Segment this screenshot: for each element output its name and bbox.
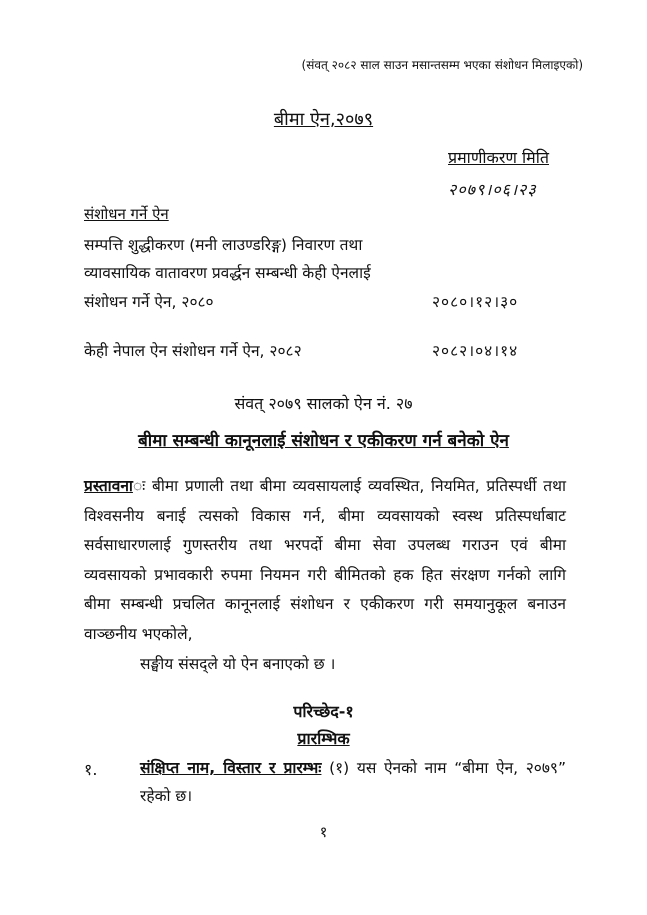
amendment-1-line-2: व्यावसायिक वातावरण प्रवर्द्धन सम्बन्धी केही ऐनलाई	[84, 264, 371, 282]
revision-note: (संवत् २०८२ साल साउन मसान्तसम्म भएका संशोधन मिलाइएको)	[301, 58, 583, 72]
amendment-1-date: २०८०।१२।३०	[432, 293, 519, 311]
amendments-label: संशोधन गर्ने ऐन	[84, 205, 169, 223]
act-number: संवत् २०७९ सालको ऐन नं. २७	[234, 394, 413, 413]
amendment-2-date: २०८२।०४।१४	[432, 342, 519, 360]
page-number: १	[319, 823, 328, 841]
section-text: (१) यस ऐनको नाम “बीमा ऐन, २०७९” रहेको छ।	[140, 759, 566, 805]
amendment-2-line-1: केही नेपाल ऐन संशोधन गर्ने ऐन, २०८२	[84, 342, 302, 360]
enactment-clause: सङ्घीय संसद्ले यो ऐन बनाएको छ ।	[140, 655, 336, 673]
authentication-label: प्रमाणीकरण मिति	[448, 148, 549, 167]
preamble-paragraph	[84, 472, 566, 649]
section-heading: संक्षिप्त नाम, विस्तार र प्रारम्भः	[140, 759, 322, 777]
amendment-1-line-3: संशोधन गर्ने ऐन, २०८०	[84, 293, 214, 311]
section-number: १.	[84, 760, 98, 779]
section-body	[140, 754, 566, 810]
document-title: बीमा ऐन,२०७९	[273, 109, 374, 130]
chapter-title: प्रारम्भिक	[297, 729, 350, 748]
preamble-keyword: प्रस्तावना	[84, 477, 133, 495]
act-title: बीमा सम्बन्धी कानूनलाई संशोधन र एकीकरण गर्न बनेको ऐन	[138, 431, 509, 451]
amendment-1-line-1: सम्पत्ति शुद्धीकरण (मनी लाउण्डरिङ्ग) निवारण तथा	[84, 236, 363, 254]
preamble-text: ः बीमा प्रणाली तथा बीमा व्यवसायलाई व्यवस्थित, नियमित, प्रतिस्पर्धी तथा विश्वसनीय बनाई त्यसको विकास गर्न, बीमा व्यवसायको स्वस्थ प्रतिस्पर्धाबाट सर्वसाधारणलाई गुणस्तरीय तथा भरपर्दो बीमा सेवा उपलब्ध गराउन एवं बीमा व्यवसायको प्रभावकारी रुपमा नियमन गरी बीमितको हक हित संरक्षण गर्नको लागि बीमा सम्बन्धी प्रचलित कानूनलाई संशोधन र एकीकरण गरी समयानुकूल बनाउन वाञ्छनीय भएकोले,	[84, 477, 566, 643]
chapter-number: परिच्छेद-१	[293, 702, 354, 721]
authentication-date: २०७९।०६।२३	[448, 180, 537, 199]
